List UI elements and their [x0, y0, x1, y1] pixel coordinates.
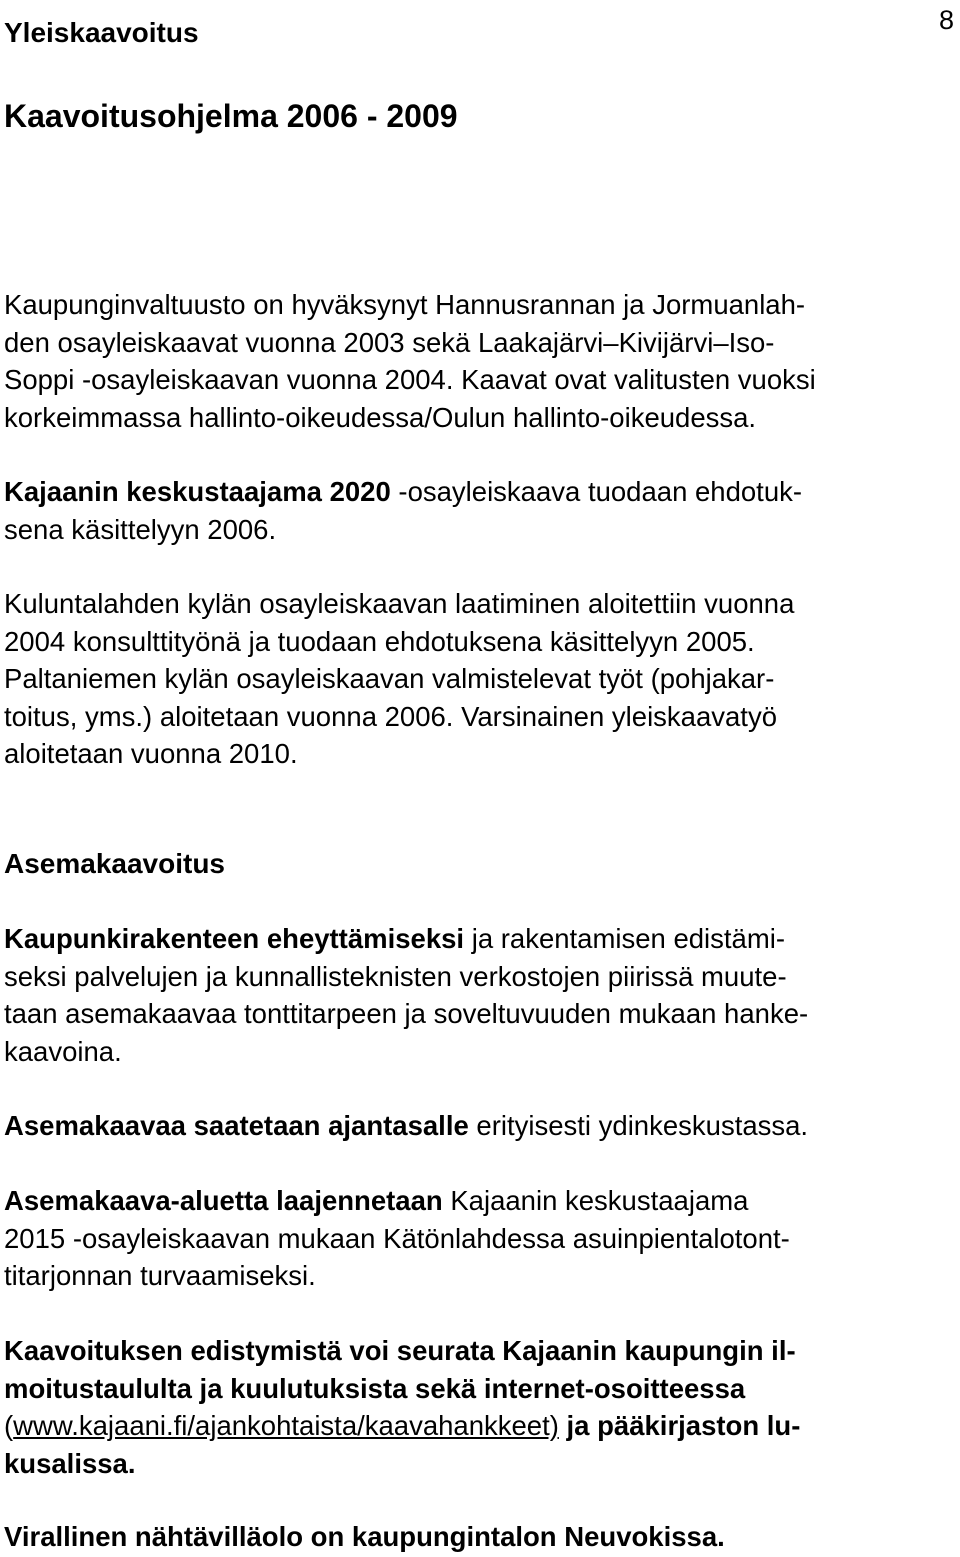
text-line	[4, 1182, 944, 1220]
paragraph-seuranta	[4, 1332, 944, 1482]
text-line	[4, 1407, 944, 1445]
text-line: 2015 -osayleiskaavan mukaan Kätönlahdessa asuinpientalotont-	[4, 1222, 790, 1254]
text-line: toitus, yms.) aloitetaan vuonna 2006. Varsinainen yleiskaavatyö	[4, 700, 777, 732]
text-run: ja rakentamisen edistämi-	[464, 923, 786, 954]
text-run: -osayleiskaava tuodaan ehdotuk-	[390, 476, 803, 507]
text-line: sena käsittelyyn 2006.	[4, 513, 277, 545]
text-line: taan asemakaavaa tonttitarpeen ja soveltuvuuden mukaan hanke-	[4, 998, 809, 1029]
paragraph-ajantasalle	[4, 1107, 944, 1145]
text-line: Soppi -osayleiskaavan vuonna 2004. Kaavat ovat valitusten vuoksi	[4, 364, 816, 395]
text-line: Kaavoituksen edistymistä voi seurata Kajaanin kaupungin il-	[4, 1335, 796, 1366]
text-line: seksi palvelujen ja kunnallisteknisten verkostojen piirissä muute-	[4, 960, 787, 992]
text-line: kusalissa.	[4, 1447, 136, 1479]
bold-text: Asemakaavaa saatetaan ajantasalle	[4, 1110, 469, 1141]
page-number: 8	[938, 5, 954, 35]
paragraph-keskustaajama	[4, 473, 944, 548]
text-line	[4, 1107, 944, 1145]
bold-text: Asemakaava-aluetta laajennetaan	[4, 1185, 443, 1216]
paragraph-eheyttaminen	[4, 920, 944, 1070]
bold-text: Kaupunkirakenteen eheyttämiseksi	[4, 923, 465, 954]
text-line	[4, 473, 944, 511]
text-line: titarjonnan turvaamiseksi.	[4, 1260, 316, 1291]
text-line: kaavoina.	[4, 1035, 122, 1067]
text-line: Paltaniemen kylän osayleiskaavan valmistelevat työt (pohjakar-	[4, 663, 775, 694]
heading-yleiskaavoitus: Yleiskaavoitus	[4, 17, 199, 48]
text-line: korkeimmassa hallinto-oikeudessa/Oulun hallinto-oikeudessa.	[4, 401, 757, 433]
text-run: erityisesti ydinkeskustassa.	[468, 1110, 809, 1141]
kaavahankkeet-link[interactable]: www.kajaani.fi/ajankohtaista/kaavahankkeet)	[13, 1410, 559, 1441]
paragraph-laajennetaan	[4, 1182, 944, 1295]
text-line: Virallinen nähtävilläolo on kaupungintalon Neuvokissa.	[4, 1521, 725, 1552]
text-line: aloitetaan vuonna 2010.	[4, 738, 298, 769]
text-run: ja pääkirjaston lu-	[558, 1410, 801, 1441]
link-paren: (	[4, 1410, 14, 1441]
text-line: den osayleiskaavat vuonna 2003 sekä Laakajärvi–Kivijärvi–Iso-	[4, 326, 775, 358]
heading-asemakaavoitus: Asemakaavoitus	[4, 848, 226, 879]
paragraph-nahtavillaolo	[4, 1518, 944, 1556]
paragraph-kuluntalahti	[4, 585, 944, 773]
text-line: moitustaululta ja kuulutuksista sekä internet-osoitteessa	[4, 1372, 746, 1404]
document-title: Kaavoitusohjelma 2006 - 2009	[4, 98, 458, 134]
text-run: Kajaanin keskustaajama	[442, 1185, 749, 1216]
paragraph-valtuusto	[4, 286, 944, 436]
bold-text: Kajaanin keskustaajama 2020	[4, 476, 391, 507]
text-line: Kaupunginvaltuusto on hyväksynyt Hannusrannan ja Jormuanlah-	[4, 289, 806, 320]
text-line: Kuluntalahden kylän osayleiskaavan laatiminen aloitettiin vuonna	[4, 588, 795, 619]
text-line: 2004 konsulttityönä ja tuodaan ehdotuksena käsittelyyn 2005.	[4, 625, 755, 657]
text-line	[4, 920, 944, 958]
